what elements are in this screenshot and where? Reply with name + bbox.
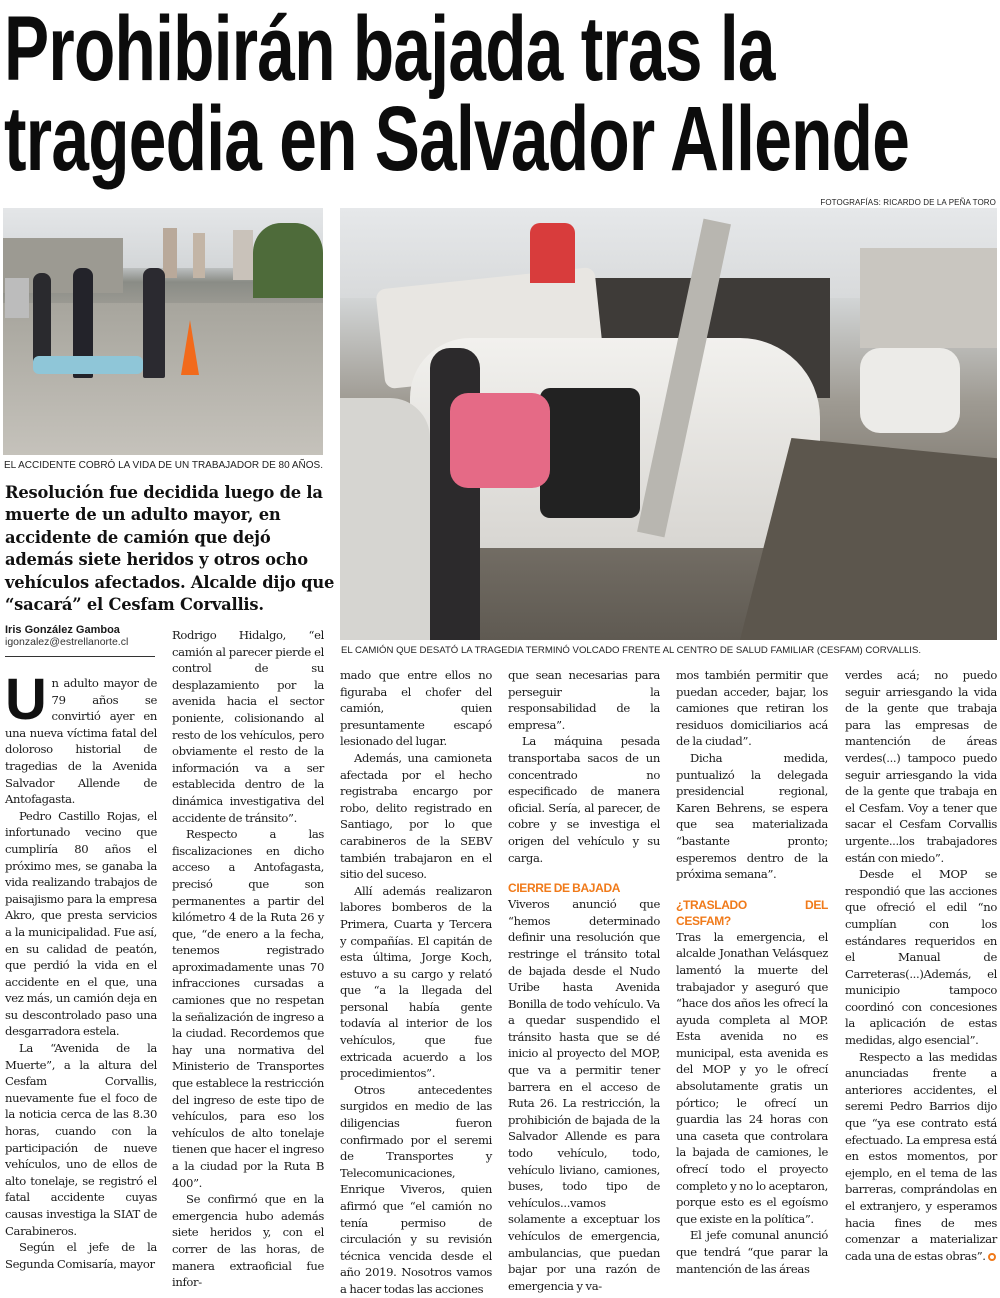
body-column-6 bbox=[845, 667, 997, 1264]
accident-scene-photo bbox=[3, 208, 323, 455]
photo-small-caption: EL ACCIDENTE COBRÓ LA VIDA DE UN TRABAJADOR DE 80 AÑOS. bbox=[4, 460, 323, 471]
paragraph: que sean necesarias para perseguir la responsabilidad de la empresa”. bbox=[508, 668, 660, 732]
paragraph: El jefe comunal anunció que tendrá “que parar la mantención de las áreas bbox=[676, 1228, 828, 1276]
paragraph: Tras la emergencia, el alcalde Jonathan Velásquez lamentó la muerte del trabajador y aseguró que “hace dos años les ofrecí la ayuda completa al MOP. Esta avenida no es municipal, esta avenida es del MOP y yo le ofrecí absolutamente gratis un pórtico; le ofrecí un guardia las 24 horas con una caseta que controlara la bajada de camiones, le ofrecí todo el proyecto completo y no lo aceptaron, porque esto es el egoísmo que existe en la política”. bbox=[676, 929, 829, 1226]
body-column-2 bbox=[172, 627, 324, 1291]
paragraph bbox=[5, 667, 157, 808]
author-email[interactable]: igonzalez@estrellanorte.cl bbox=[5, 636, 129, 648]
paragraph: Allí además realizaron labores bomberos de la Primera, Cuarta y Tercera y compañías. El capitán de esta última, Jorge Koch, estuvo a su cargo y relató que “a la llegada del personal había gente todavía al interior de los vehículos, que fue extricada acuerdo a los procedimientos”. bbox=[340, 883, 492, 1081]
paragraph: Dicha medida, puntualizó la delegada presidencial regional, Karen Behrens, se espera que sea materializada “bastante pronto; esperemos dentro de la próxima semana”. bbox=[676, 750, 828, 882]
subhead-cierre-de-bajada: CIERRE DE BAJADA bbox=[508, 881, 621, 896]
subhead-traslado-del-cesfam: ¿TRASLADO DEL CESFAM? bbox=[676, 897, 828, 928]
overturned-truck-photo bbox=[340, 208, 997, 640]
paragraph: Viveros anunció que “hemos determinado definir una resolución que restringe el tránsito total de bajada desde el Nudo Uribe hasta Avenida Bonilla de todo vehículo. Va a quedar suspendido el tránsito hasta que se dé inicio al proyecto del MOP, que va a permitir tener barrera en el acceso de Ruta 26. La restricción, la prohibición de bajada de la Salvador Allende es para todo vehículo, todo, vehículo liviano, camiones, buses, todo tipo de vehículos...vamos solamente a exceptuar los vehículos de emergencia, ambulancias, que puedan bajar por una razón de emergencia y va- bbox=[508, 897, 660, 1293]
byline-divider bbox=[5, 656, 155, 657]
paragraph: mos también permitir que puedan acceder, bajar, los camiones que retiran los residuos domiciliarios acá de la ciudad”. bbox=[676, 668, 828, 749]
paragraph: Pedro Castillo Rojas, el infortunado vecino que cumpliría 80 años el próximo mes, se ganaba la vida realizando trabajos de paisajismo para la empresa Akro, que presta servicios a la municipalidad. Fue así, en su calidad de peatón, que perdió la vida en el accidente en el que, una vez más, un camión deja en su descontrolado paso una desgarradora estela. bbox=[5, 808, 157, 1039]
byline bbox=[5, 624, 157, 648]
paragraph: Otros antecedentes surgidos en medio de las diligencias fueron confirmado por el seremi de Transportes y Telecomunicaciones, Enrique Viveros, quien afirmó que “el camión no tenía permiso de circulación y su revisión técnica vencida desde el año 2019. Nosotros vamos a hacer todas las acciones bbox=[340, 1082, 492, 1296]
paragraph: La “Avenida de la Muerte”, a la altura del Cesfam Corvallis, nuevamente fue el foco de la noticia cerca de las 8.30 horas, cuando con la participación de nueve vehículos, uno de ellos de alto tonelaje, se registró el fatal accidente cuyas causas investiga la SIAT de Carabineros. bbox=[5, 1041, 157, 1238]
paragraph: Rodrigo Hidalgo, “el camión al parecer pierde el control de su desplazamiento por la avenida hacia el sector poniente, colisionando al resto de los vehículos, pero obviamente el resto de la información va a ser establecida dentro de la dinámica investigativa del accidente de tránsito”. bbox=[172, 628, 324, 825]
author-name: Iris González Gamboa bbox=[5, 624, 120, 636]
photo-credit: FOTOGRAFÍAS: RICARDO DE LA PEÑA TORO bbox=[820, 198, 996, 207]
paragraph: Desde el MOP se respondió que las acciones que ofreció el edil “no cumplían con los estándares requeridos en el Manual de Carreteras(...)Además, el municipio tampoco coordinó con concesiones la aplicación de estas medidas, algo esencial”. bbox=[845, 867, 997, 1048]
paragraph: La máquina pesada transportaba sacos de un concentrado no especificado de manera oficial. Sería, al parecer, de cobre y se investiga el origen del vehículo y su carga. bbox=[508, 734, 660, 865]
paragraph: Además, una camioneta afectada por el hecho registraba encargo por robo, delito registrado en Santiago, por lo que carabineros de la SEBV también trabajaron en el sitio del suceso. bbox=[340, 750, 492, 882]
article-deck: Resolución fue decidida luego de la muerte de un adulto mayor, en accidente de camión que dejó además siete heridos y otros ocho vehículos afectados. Alcalde dijo que “sacará” el Cesfam Corvallis. bbox=[5, 483, 335, 615]
paragraph: Respecto a las fiscalizaciones en dicho acceso a Antofagasta, precisó que son permanentes a partir del kilómetro 4 de la Ruta 26 y que, “de enero a la fecha, tenemos registrado aproximadamente unas 70 infracciones cursadas a camiones que no respetan la señalización de ingreso a la ciudad. Recordemos que hay una normativa del Ministerio de Transportes que establece la restricción del ingreso de este tipo de vehículos, para eso los vehículos de alto tonelaje tienen que hacer el ingreso a la ciudad por la Ruta B 400”. bbox=[172, 827, 324, 1190]
headline bbox=[4, 0, 960, 190]
paragraph: mado que entre ellos no figuraba el chofer del camión, quien presuntamente escapó lesionado del lugar. bbox=[340, 668, 492, 749]
paragraph-text: Respecto a las medidas anunciadas frente a anteriores accidentes, el seremi Pedro Barrios dijo que “ya ese contrato está efectuado. La empresa está en estos momentos, por ejemplo, en el tema de las barreras, comprándolas en el extranjero, y esperamos hacia fines de mes comenzar a materializar cada una de estas obras”. bbox=[845, 1049, 997, 1263]
paragraph-text: n adulto mayor de 79 años se convirtió ayer en una nueva víctima fatal del doloroso historial de tragedias de la Avenida Salvador Allende de Antofagasta. bbox=[5, 676, 157, 807]
paragraph: verdes acá; no puedo seguir arriesgando la vida de la gente que trabaja para las empresas de mantención de áreas verdes(...) tampoco puedo seguir arriesgando la vida de la gente que trabaja en el Cesfam. Voy a tener que sacar el Cesfam Corvallis urgente...los trabajadores están con miedo”. bbox=[845, 668, 997, 865]
photo-big-caption: EL CAMIÓN QUE DESATÓ LA TRAGEDIA TERMINÓ VOLCADO FRENTE AL CENTRO DE SALUD FAMILIAR (CESFAM) CORVALLIS. bbox=[341, 645, 922, 656]
paragraph: Según el jefe de la Segunda Comisaría, mayor bbox=[5, 1240, 157, 1271]
end-of-article-icon bbox=[988, 1253, 996, 1261]
body-column-3 bbox=[340, 667, 492, 1298]
paragraph bbox=[845, 1049, 997, 1265]
drop-cap: U bbox=[5, 667, 47, 732]
body-column-1 bbox=[5, 667, 157, 1272]
paragraph: Se confirmó que en la emergencia hubo además siete heridos y, con el correr de las horas, de manera extraoficial fue infor- bbox=[172, 1192, 324, 1290]
body-column-5 bbox=[676, 667, 828, 1277]
headline-line-1: Prohibirán bajada tras la bbox=[4, 0, 775, 100]
headline-line-2: tragedia en Salvador Allende bbox=[4, 88, 910, 190]
body-column-4 bbox=[508, 667, 660, 1294]
